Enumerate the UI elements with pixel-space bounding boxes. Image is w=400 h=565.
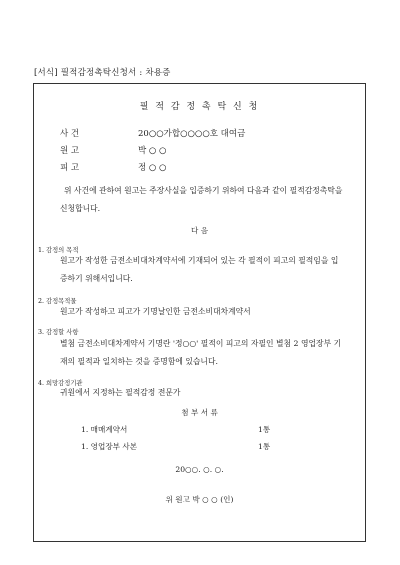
attachment-name: 1. 영업장부 사본: [81, 442, 138, 451]
next-heading: 다 음: [190, 226, 209, 235]
signature-line: 위 원고 박 ○ ○ (인): [165, 495, 234, 504]
section-text: 별첨 금전소비대차계약서 기명란 '정○○' 필적이 피고의 자필인 별첨 2 영업장부 기재의 필적과 일치하는 것을 증명함에 있습니다.: [60, 339, 342, 366]
intro-paragraph: 위 사건에 관하여 원고는 주장사실을 입증하기 위하여 다음과 같이 필적감정촉탁을 신청합니다.: [60, 186, 343, 213]
section-heading: 4. 희망감정기관: [38, 380, 83, 387]
plaintiff-value: 박 ○ ○: [138, 146, 167, 156]
section-text: 원고가 작성한 금전소비대차계약서에 기재되어 있는 각 필적이 피고의 필적임을 입증하기 위해서입니다.: [60, 256, 339, 283]
case-label: 사 건: [60, 129, 80, 139]
case-value: 20○○가합○○○○호 대여금: [138, 129, 246, 139]
section-heading: 3. 감정할 사항: [38, 329, 79, 336]
document-date: 20○○. ○. ○.: [175, 465, 224, 474]
attachment-count: 1통: [258, 442, 271, 451]
section-text: 귀원에서 지정하는 필적감정 전문가: [60, 388, 181, 397]
attachment-name: 1. 매매계약서: [81, 425, 128, 434]
document-frame: [33, 83, 366, 542]
attachments-heading: 첨 부 서 류: [181, 408, 218, 417]
plaintiff-label: 원 고: [60, 146, 80, 156]
defendant-label: 피 고: [60, 163, 80, 173]
defendant-value: 정 ○ ○: [138, 163, 167, 173]
section-text: 원고가 작성하고 피고가 기명날인한 금전소비대차계약서: [60, 307, 251, 316]
section-heading: 1. 감정의 목적: [38, 247, 79, 254]
attachment-count: 1통: [258, 425, 271, 434]
form-caption: [서식] 필적감정촉탁신청서 : 차용증: [34, 68, 171, 78]
document-title: 필 적 감 정 촉 탁 신 청: [139, 102, 260, 112]
section-heading: 2. 감정목적물: [38, 298, 77, 305]
